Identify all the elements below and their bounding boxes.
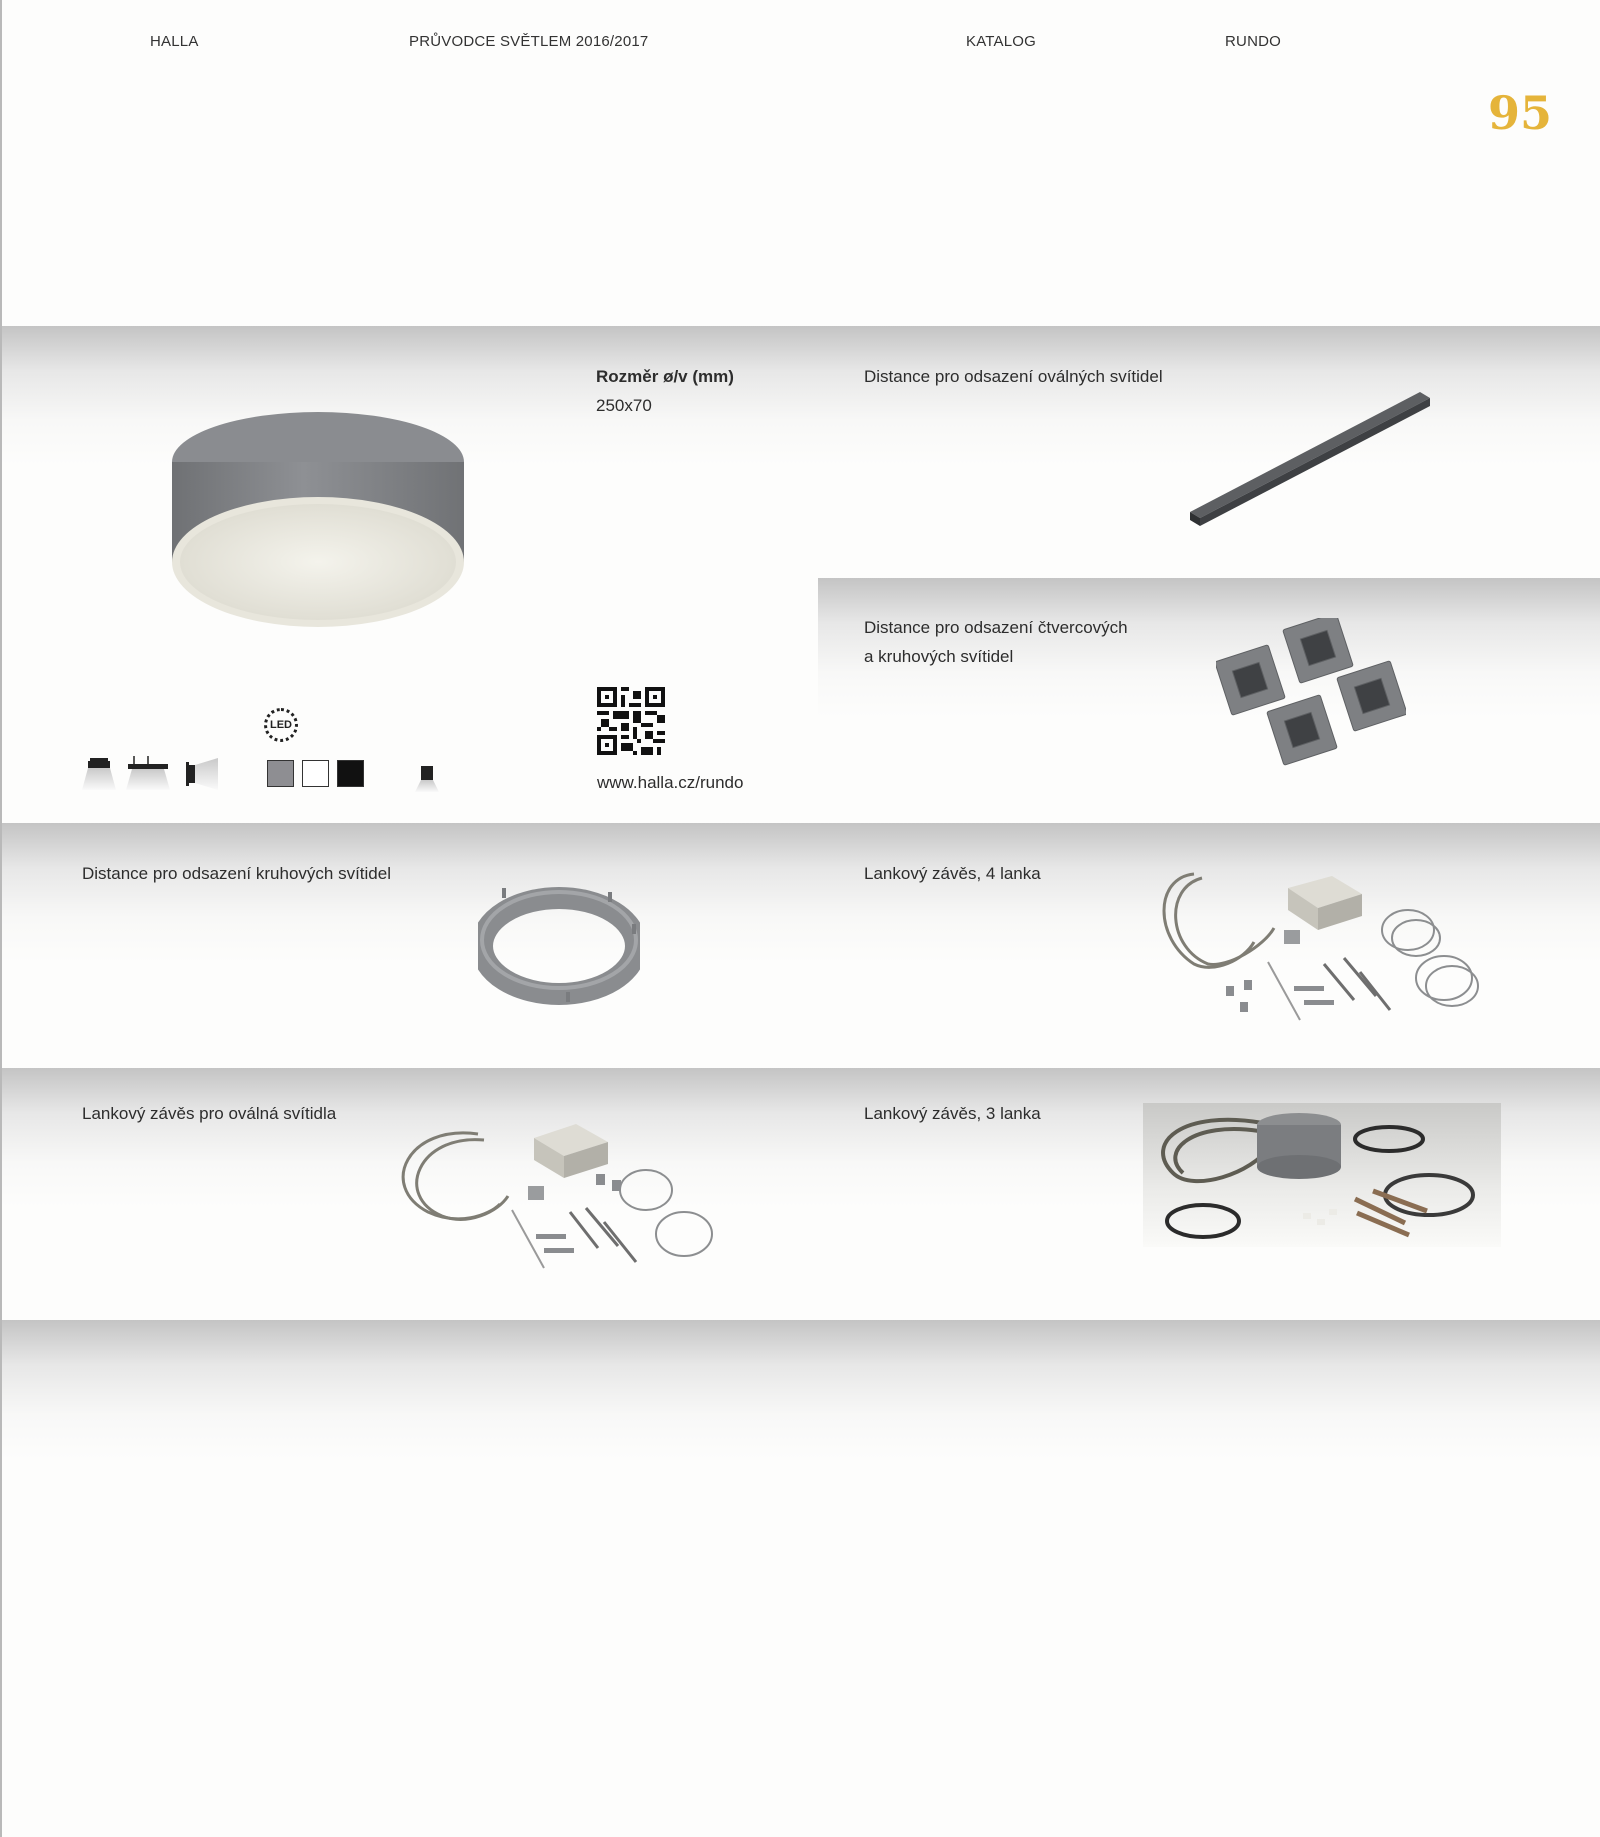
- rundo-luminaire-image: [168, 410, 468, 635]
- accessory-title-oval-spacer: Distance pro odsazení oválných svítidel: [864, 367, 1163, 386]
- qr-code-icon: [597, 687, 665, 755]
- accessory-title-cable-3: Lankový závěs, 3 lanka: [864, 1104, 1041, 1123]
- suspended-mount-icon: [126, 756, 170, 790]
- size-value: 250x70: [596, 396, 652, 415]
- cable-suspension-3-photo: [1143, 1103, 1501, 1247]
- mounting-icons: [82, 756, 222, 792]
- square-spacers-image: [1216, 618, 1406, 778]
- led-icon: [264, 708, 298, 742]
- header-product: RUNDO: [1225, 33, 1281, 50]
- color-swatch-white: [302, 760, 329, 787]
- size-label: Rozměr ø/v (mm): [596, 367, 734, 386]
- cable-suspension-4-image: [1154, 868, 1486, 1024]
- accessory-title-cable-4: Lankový závěs, 4 lanka: [864, 864, 1041, 883]
- accessory-title-square-spacer-line1: Distance pro odsazení čtvercových: [864, 618, 1128, 637]
- oval-spacer-rail-image: [1186, 384, 1432, 530]
- round-spacer-ring-image: [478, 884, 640, 1006]
- ceiling-mount-icon: [82, 758, 116, 790]
- color-swatch-black: [337, 760, 364, 787]
- ip-rating-icon: [414, 766, 440, 792]
- led-badge-text: LED: [270, 719, 292, 731]
- empty-band: [2, 1320, 1600, 1837]
- cable-suspension-oval-image: [388, 1116, 722, 1272]
- accessory-title-square-spacer-line2: a kruhových svítidel: [864, 647, 1014, 666]
- color-swatch-grey: [267, 760, 294, 787]
- page-number: 95: [1487, 86, 1552, 140]
- wall-mount-icon: [186, 758, 218, 790]
- product-url[interactable]: www.halla.cz/rundo: [597, 773, 744, 792]
- accessory-title-cable-oval: Lankový závěs pro oválná svítidla: [82, 1104, 337, 1123]
- header-publication: PRŮVODCE SVĚTLEM 2016/2017: [409, 33, 649, 50]
- header-section: KATALOG: [966, 33, 1037, 50]
- header-brand: HALLA: [150, 33, 199, 50]
- accessory-title-round-spacer: Distance pro odsazení kruhových svítidel: [82, 864, 391, 883]
